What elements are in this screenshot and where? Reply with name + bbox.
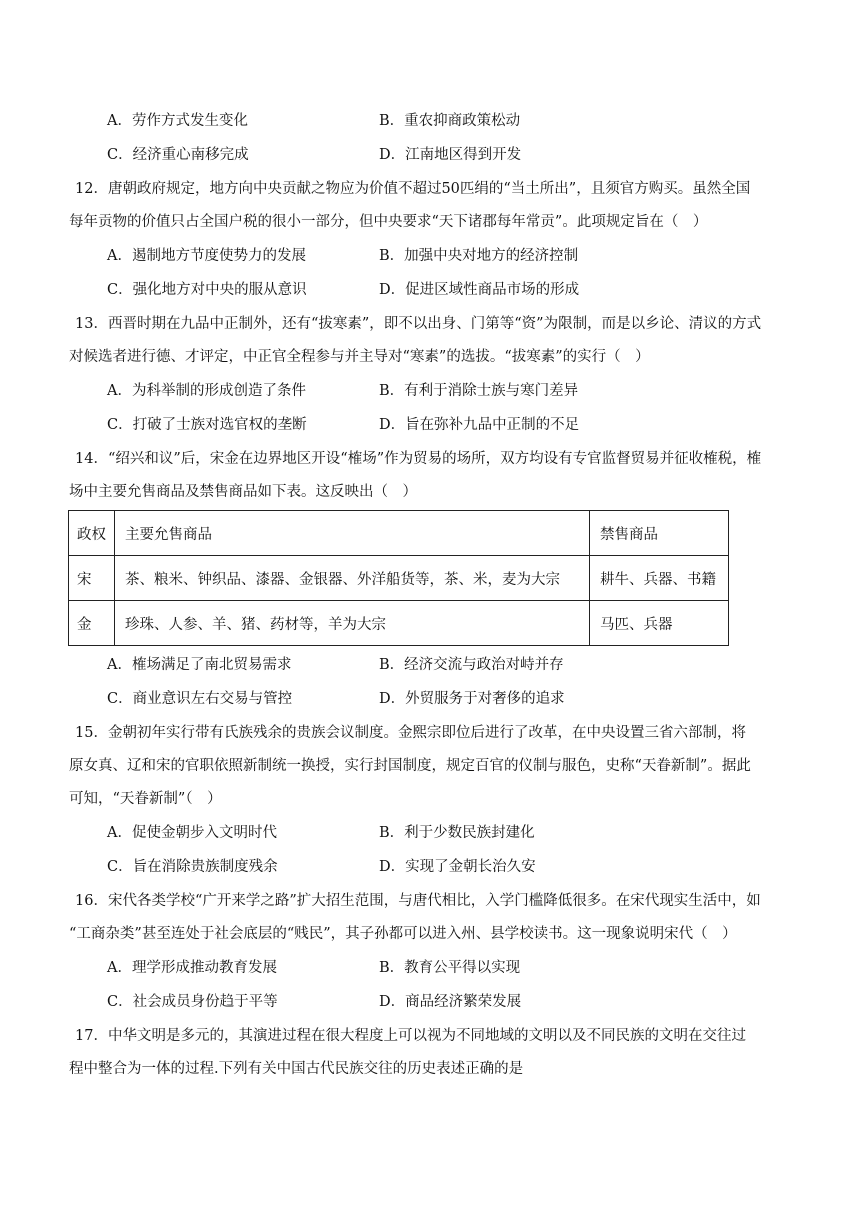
table-row: [69, 556, 729, 601]
question-15-stem-line-2: 原女真、辽和宋的官职依照新制统一换授，实行封国制度，规定百官的仪制与服色，史称“天眷新制”。据此: [69, 758, 751, 774]
question-13-stem-line-1: 13．西晋时期在九品中正制外，还有“拔寒素”，即不以出身、门第等“资”为限制，而是以乡论、清议的方式: [75, 316, 762, 332]
option-a: A．劳作方式发生变化: [107, 113, 248, 129]
table-cell: 金: [69, 601, 115, 646]
option-d: D．外贸服务于对奢侈的追求: [379, 691, 565, 707]
option-d: D．商品经济繁荣发展: [379, 994, 522, 1010]
option-d: D．旨在弥补九品中正制的不足: [379, 417, 580, 433]
option-b: B．加强中央对地方的经济控制: [379, 248, 579, 264]
option-c: C．经济重心南移完成: [107, 147, 249, 163]
question-15-stem-line-3: 可知，“天眷新制”（ ）: [69, 791, 222, 807]
question-16-stem-line-1: 16．宋代各类学校“广开来学之路”扩大招生范围，与唐代相比，入学门槛降低很多。在宋代现实生活中，如: [75, 893, 761, 909]
question-14-stem-line-1: 14．“绍兴和议”后，宋金在边界地区开设“榷场”作为贸易的场所，双方均设有专官监督贸易并征收榷税，榷: [75, 451, 762, 467]
question-15-stem-line-1: 15．金朝初年实行带有氏族残余的贵族会议制度。金熙宗即位后进行了改革，在中央设置三省六部制，将: [75, 725, 746, 741]
table-cell: 珍珠、人参、羊、猪、药材等，羊为大宗: [115, 601, 590, 646]
table-cell: 马匹、兵器: [590, 601, 729, 646]
option-c: C．社会成员身份趋于平等: [107, 994, 278, 1010]
option-b: B．经济交流与政治对峙并存: [379, 657, 564, 673]
option-b: B．有利于消除士族与寒门差异: [379, 383, 579, 399]
option-c: C．强化地方对中央的服从意识: [107, 282, 307, 298]
question-14-stem-line-2: 场中主要允售商品及禁售商品如下表。这反映出（ ）: [69, 484, 417, 500]
question-12-stem-line-2: 每年贡物的价值只占全国户税的很小一部分，但中央要求“天下诸郡每年常贡”。此项规定旨在（ ）: [69, 214, 708, 230]
option-a: A．促使金朝步入文明时代: [107, 825, 277, 841]
option-a: A．理学形成推动教育发展: [107, 960, 277, 976]
option-d: D．江南地区得到开发: [379, 147, 522, 163]
table-cell: 茶、粮米、钟织品、漆器、金银器、外洋船货等，茶、米，麦为大宗: [115, 556, 590, 601]
table-header-row: [69, 511, 729, 556]
question-13-stem-line-2: 对候选者进行德、才评定，中正官全程参与并主导对“寒素”的选拔。“拔寒素”的实行（ ）: [69, 349, 650, 365]
option-b: B．利于少数民族封建化: [379, 825, 535, 841]
table-row: [69, 601, 729, 646]
option-a: A．遏制地方节度使势力的发展: [107, 248, 306, 264]
table-cell: 宋: [69, 556, 115, 601]
question-17-stem-line-1: 17．中华文明是多元的，其演进过程在很大程度上可以视为不同地域的文明以及不同民族的文明在交往过: [75, 1028, 746, 1044]
question-12-stem-line-1: 12．唐朝政府规定，地方向中央贡献之物应为价值不超过50匹绢的“当土所出”，且须官方购买。虽然全国: [75, 181, 751, 197]
option-c: C．商业意识左右交易与管控: [107, 691, 293, 707]
table-header-cell: 政权: [69, 511, 115, 556]
table-header-cell: 主要允售商品: [115, 511, 590, 556]
option-a: A．榷场满足了南北贸易需求: [107, 657, 292, 673]
table-cell: 耕牛、兵器、书籍: [590, 556, 729, 601]
question-17-stem-line-2: 程中整合为一体的过程.下列有关中国古代民族交往的历史表述正确的是: [69, 1061, 524, 1077]
option-a: A．为科举制的形成创造了条件: [107, 383, 306, 399]
option-b: B．重农抑商政策松动: [379, 113, 521, 129]
option-d: D．促进区域性商品市场的形成: [379, 282, 580, 298]
option-c: C．旨在消除贵族制度残余: [107, 859, 278, 875]
option-b: B．教育公平得以实现: [379, 960, 521, 976]
table-header-cell: 禁售商品: [590, 511, 729, 556]
option-c: C．打破了士族对选官权的垄断: [107, 417, 307, 433]
option-d: D．实现了金朝长治久安: [379, 859, 536, 875]
question-16-stem-line-2: “工商杂类”甚至连处于社会底层的“贱民”，其子孙都可以进入州、县学校读书。这一现象说明宋代（ ）: [69, 926, 737, 942]
trade-goods-table: [68, 510, 729, 646]
